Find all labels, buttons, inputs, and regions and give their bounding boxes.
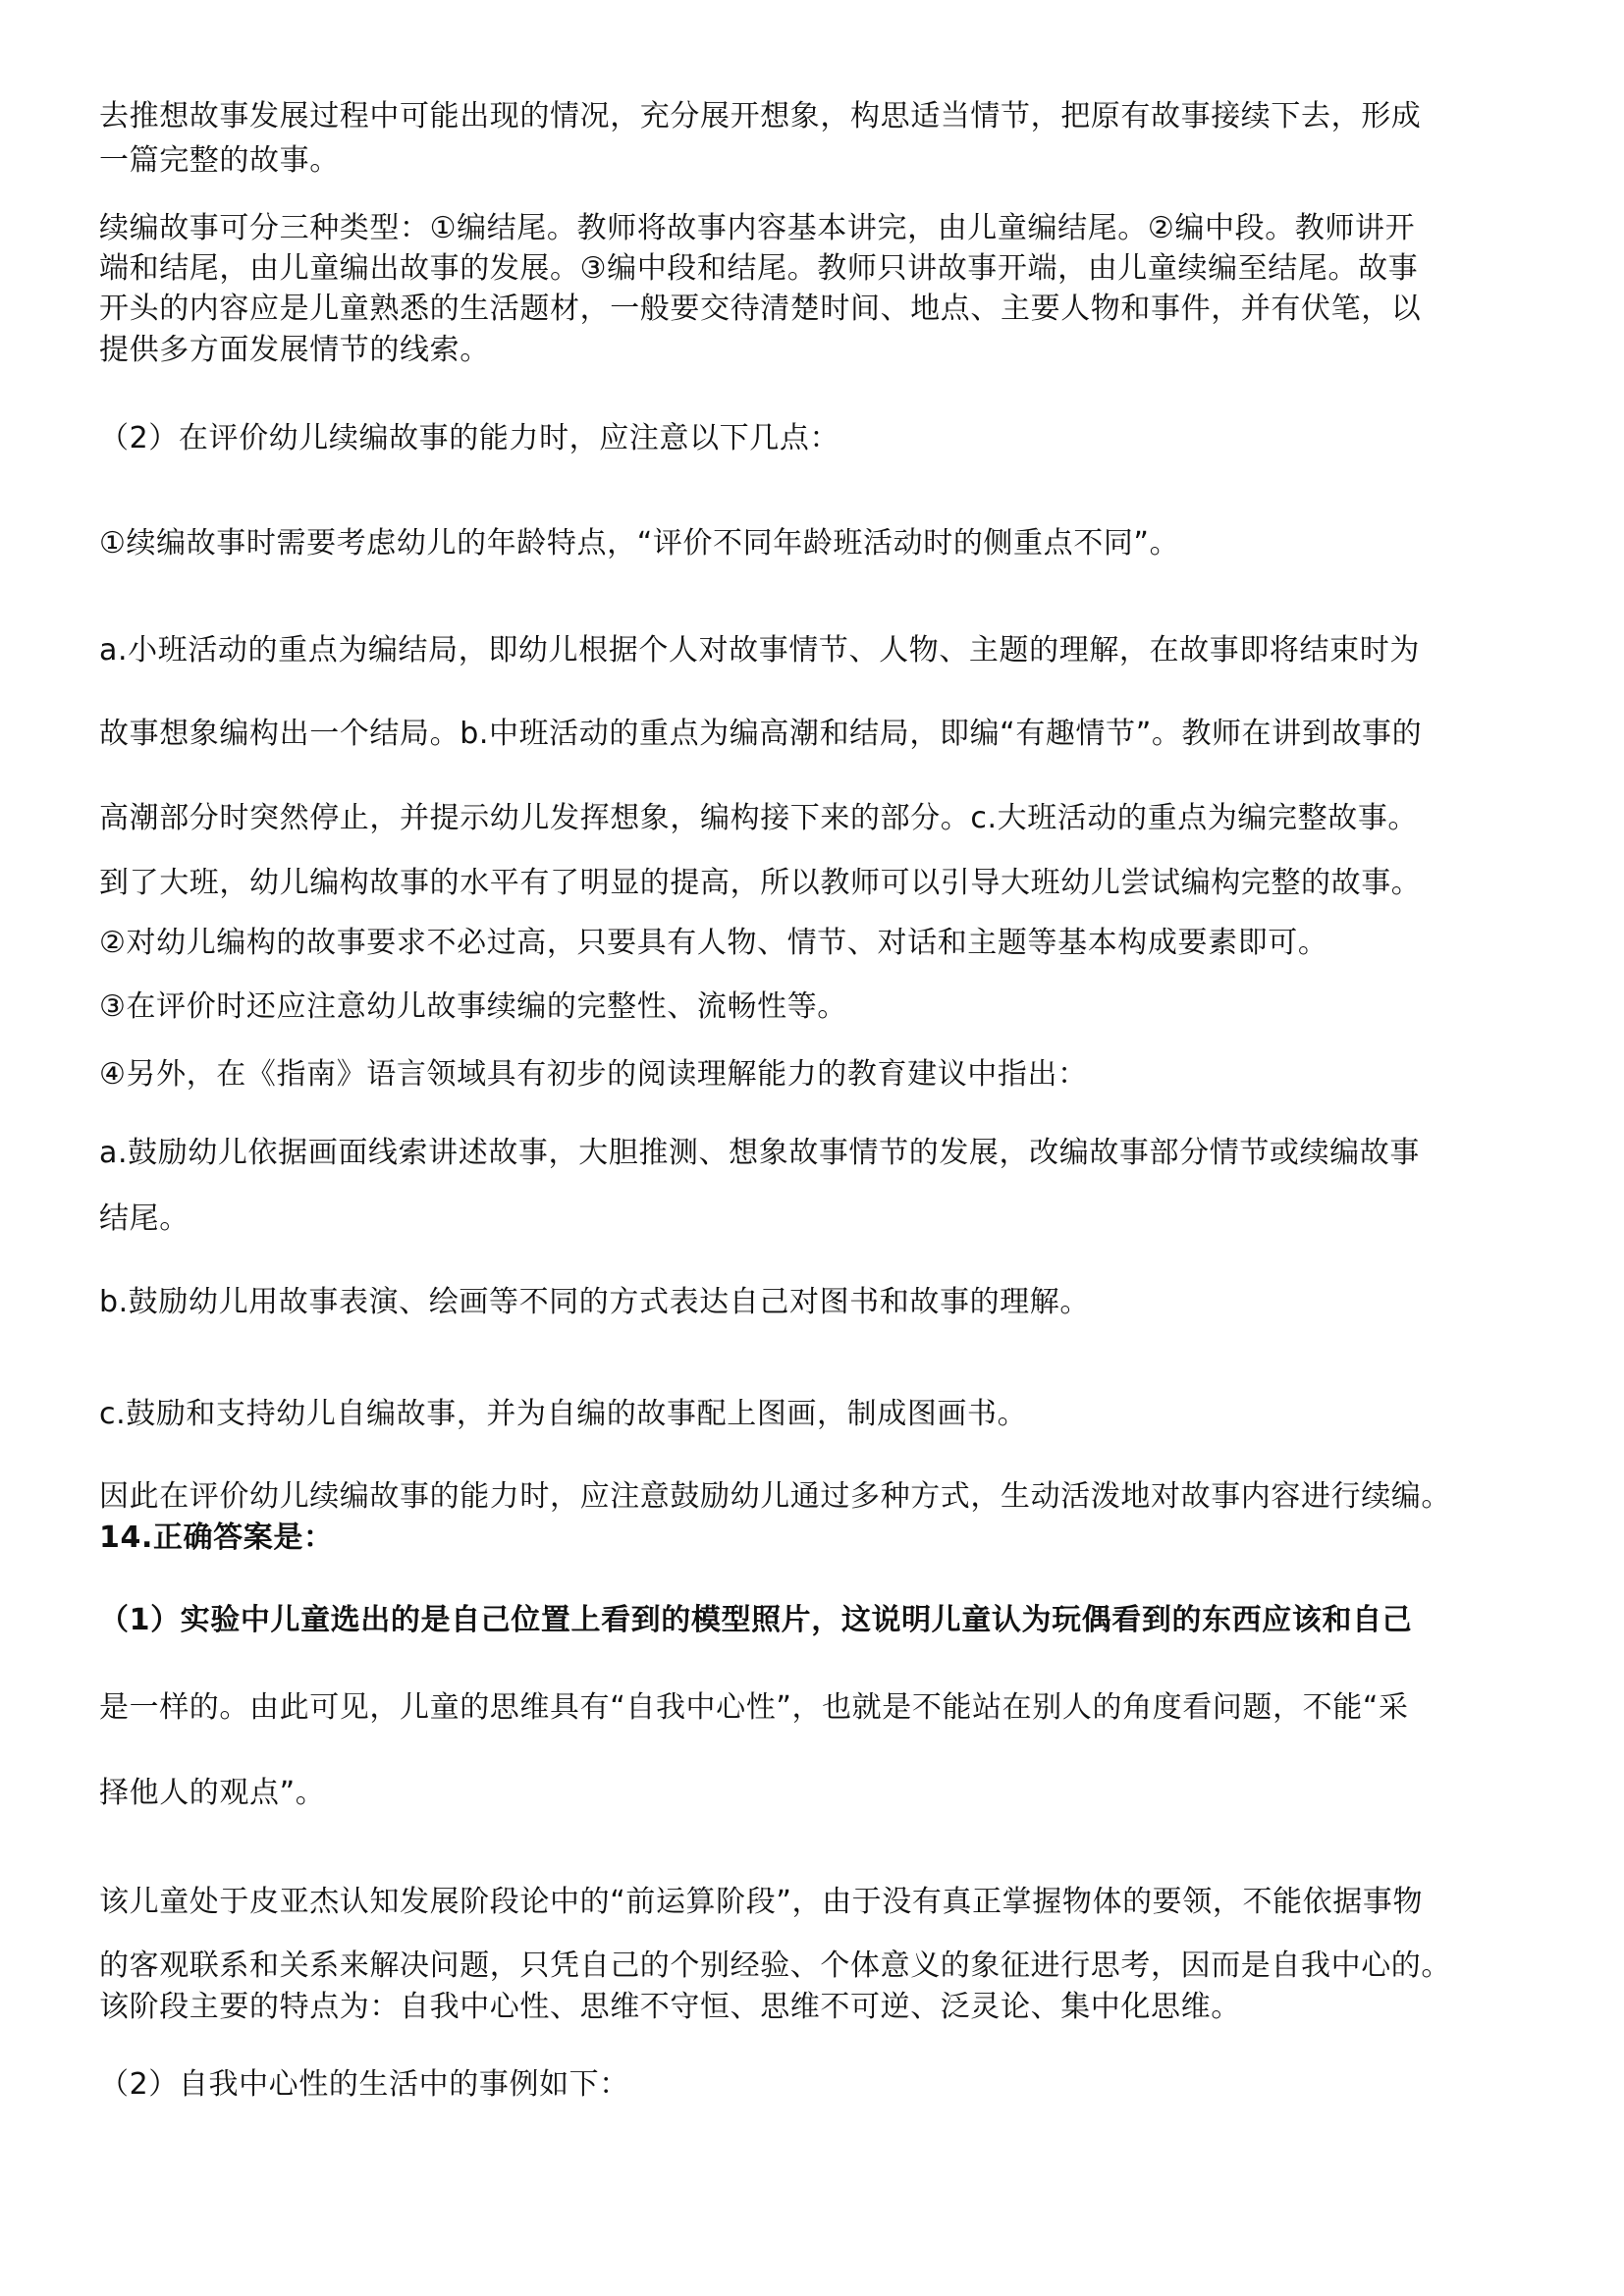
text-line: 高潮部分时突然停止，并提示幼儿发挥想象，编构接下来的部分。c.大班活动的重点为编完整故事。 — [99, 801, 1419, 835]
text-line: 因此在评价幼儿续编故事的能力时，应注意鼓励幼儿通过多种方式，生动活泼地对故事内容进行续编。 — [99, 1479, 1451, 1514]
text-line: 该儿童处于皮亚杰认知发展阶段论中的“前运算阶段”，由于没有真正掌握物体的要领，不能依据事物 — [99, 1885, 1424, 1919]
text-line: 的客观联系和关系来解决问题，只凭自己的个别经验、个体意义的象征进行思考，因而是自我中心的。 — [99, 1949, 1451, 1983]
text-line: 开头的内容应是儿童熟悉的生活题材，一般要交待清楚时间、地点、主要人物和事件，并有伏笔，以 — [99, 292, 1422, 326]
answer-heading: 14.正确答案是： — [99, 1521, 334, 1555]
text-line: 一篇完整的故事。 — [99, 143, 340, 178]
text-line: b.鼓励幼儿用故事表演、绘画等不同的方式表达自己对图书和故事的理解。 — [99, 1285, 1090, 1319]
text-line: （1）实验中儿童选出的是自己位置上看到的模型照片，这说明儿童认为玩偶看到的东西应该和自己 — [99, 1603, 1413, 1637]
text-line: 结尾。 — [99, 1201, 189, 1236]
text-line: 到了大班，幼儿编构故事的水平有了明显的提高，所以教师可以引导大班幼儿尝试编构完整的故事。 — [99, 866, 1422, 900]
text-line: 是一样的。由此可见，儿童的思维具有“自我中心性”，也就是不能站在别人的角度看问题，不能“采 — [99, 1690, 1409, 1725]
text-line: ②对幼儿编构的故事要求不必过高，只要具有人物、情节、对话和主题等基本构成要素即可。 — [99, 926, 1328, 960]
text-line: 端和结尾，由儿童编出故事的发展。③编中段和结尾。教师只讲故事开端，由儿童续编至结尾。故事 — [99, 251, 1419, 286]
text-line: ④另外，在《指南》语言领域具有初步的阅读理解能力的教育建议中指出： — [99, 1057, 1088, 1092]
text-line: a.鼓励幼儿依据画面线索讲述故事，大胆推测、想象故事情节的发展，改编故事部分情节或续编故事 — [99, 1136, 1420, 1170]
text-line: 去推想故事发展过程中可能出现的情况，充分展开想象，构思适当情节，把原有故事接续下去，形成 — [99, 99, 1422, 133]
text-line: 故事想象编构出一个结局。b.中班活动的重点为编高潮和结局，即编“有趣情节”。教师在讲到故事的 — [99, 717, 1423, 751]
text-line: a.小班活动的重点为编结局，即幼儿根据个人对故事情节、人物、主题的理解，在故事即将结束时为 — [99, 633, 1420, 667]
text-line: （2）自我中心性的生活中的事例如下： — [99, 2067, 629, 2102]
text-line: c.鼓励和支持幼儿自编故事，并为自编的故事配上图画，制成图画书。 — [99, 1397, 1028, 1431]
text-line: （2）在评价幼儿续编故事的能力时，应注意以下几点： — [99, 421, 840, 455]
text-line: 该阶段主要的特点为：自我中心性、思维不守恒、思维不可逆、泛灵论、集中化思维。 — [99, 1990, 1241, 2024]
text-line: 续编故事可分三种类型：①编结尾。教师将故事内容基本讲完，由儿童编结尾。②编中段。教师讲开 — [99, 211, 1416, 245]
text-line: ③在评价时还应注意幼儿故事续编的完整性、流畅性等。 — [99, 989, 847, 1024]
text-line: ①续编故事时需要考虑幼儿的年龄特点，“评价不同年龄班活动时的侧重点不同”。 — [99, 526, 1180, 561]
text-line: 提供多方面发展情节的线索。 — [99, 333, 490, 367]
text-line: 择他人的观点”。 — [99, 1776, 326, 1810]
